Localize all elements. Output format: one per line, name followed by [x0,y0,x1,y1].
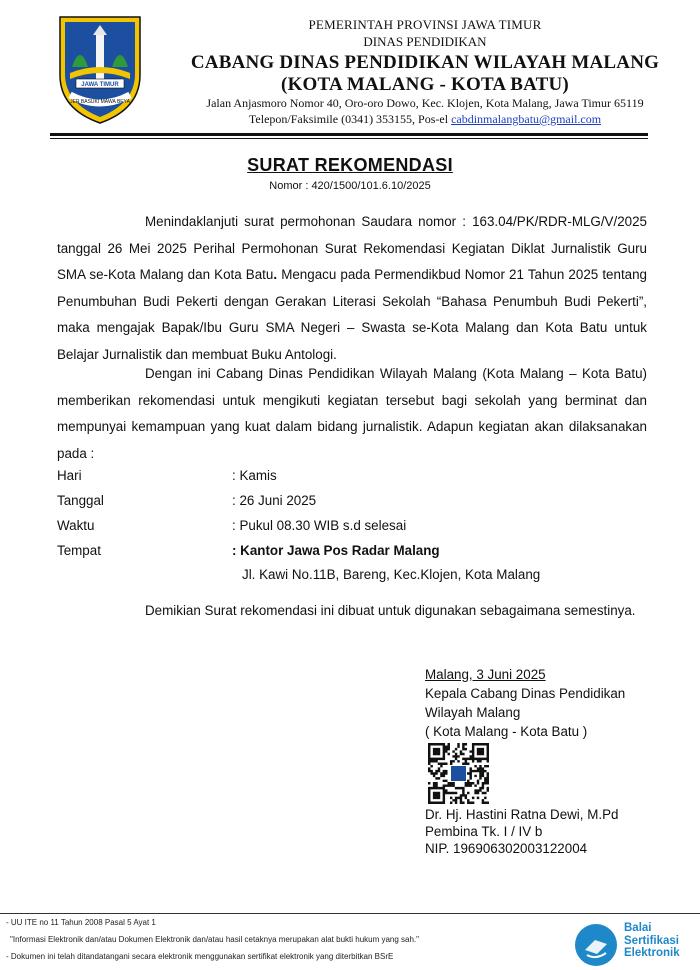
document-number: Nomor : 420/1500/101.6.10/2025 [269,180,431,192]
letterhead-province: PEMERINTAH PROVINSI JAWA TIMUR [308,17,542,32]
jawa-timur-emblem [52,13,148,125]
bsre-wordmark [624,922,680,960]
signature-title-cities: ( Kota Malang - Kota Batu ) [425,724,588,739]
detail-label: Tempat [57,543,101,558]
detail-label: Hari [57,468,82,483]
signature-title-region: Wilayah Malang [425,705,521,720]
letterhead-address: Jalan Anjasmoro Nomor 40, Oro-oro Dowo, Kec. Klojen, Kota Malang, Jawa Timur 65119 [206,96,644,110]
letterhead-department: DINAS PENDIDIKAN [363,34,487,49]
detail-label: Tanggal [57,493,104,508]
footer-divider [0,913,700,914]
footer-esign-note: - Dokumen ini telah ditandatangani secara elektronik menggunakan sertifikat elektronik yang diterbitkan BSrE [6,952,394,961]
bsre-word: Balai [624,922,652,934]
logo-banner: JAWA TIMUR [81,82,119,88]
paragraph-intro-part2: Mengacu pada Permendikbud Nomor 21 Tahun 2025 tentang Penumbuhan Budi Pekerti dengan Gerakan Literasi Sekolah “Bahasa Penumbuh Budi Pekerti”, maka mengajak Bapak/Ibu Guru SMA Negeri – Swasta se-Kota Malang dan Kota Batu untuk Belajar Jurnalistik dan membuat Buku Antologi. [57,267,648,362]
signature-title: Kepala Cabang Dinas Pendidikan [425,686,626,701]
paragraph-intro-part1: Menindaklanjuti surat permohonan Saudara nomor : 163.04/PK/RDR-MLG/V/2025 tanggal 26 Mei 2025 Perihal Permohonan Surat Rekomendasi Kegiatan Diklat Jurnalistik Guru SMA se-Kota Malang dan Kota Batu [57,214,647,282]
signature-place-date: Malang, 3 Juni 2025 [425,667,546,682]
detail-value: : Pukul 08.30 WIB s.d selesai [232,518,407,533]
letterhead-phone: Telepon/Faksimile (0341) 353155, Pos-el [248,112,452,126]
letterhead-contact [155,113,695,125]
qr-code-icon [428,743,489,804]
paragraph-intro [57,209,647,368]
paragraph-intro-period: . [273,267,278,282]
document-title: SURAT REKOMENDASI [247,155,453,175]
signatory-rank: Pembina Tk. I / IV b [425,824,543,839]
venue-address: Jl. Kawi No.11B, Bareng, Kec.Klojen, Kota Malang [242,567,541,582]
footer-law-quote: "Informasi Elektronik dan/atau Dokumen Elektronik dan/atau hasil cetaknya merupakan alat bukti hukum yang sah." [10,935,420,944]
letterhead-region: (KOTA MALANG - KOTA BATU) [281,74,569,95]
detail-label: Waktu [57,518,95,533]
letterhead-rule-thin [50,138,648,139]
bsre-logo-icon [573,922,619,968]
letterhead-email-link[interactable]: cabdinmalangbatu@gmail.com [451,112,602,126]
paragraph-closing: Demikian Surat rekomendasi ini dibuat untuk digunakan sebagaimana semestinya. [145,603,636,618]
qr-center-emblem [451,766,466,781]
detail-value: : Kamis [232,468,277,483]
footer-law-reference: - UU ITE no 11 Tahun 2008 Pasal 5 Ayat 1 [6,918,156,927]
detail-value: : Kantor Jawa Pos Radar Malang [232,543,440,558]
letterhead-office: CABANG DINAS PENDIDIKAN WILAYAH MALANG [190,52,660,73]
logo-motto: JER BASUKI MAWA BEYA [70,99,130,105]
bsre-word: Sertifikasi [624,934,679,947]
paragraph-recommendation: Dengan ini Cabang Dinas Pendidikan Wilayah Malang (Kota Malang – Kota Batu) memberikan rekomendasi untuk mengikuti kegiatan tersebut bagi sekolah yang berminat dan mempunyai kemampuan yang kuat dalam bidang jurnalistik. Adapun kegiatan akan dilaksanakan pada : [57,366,647,461]
bsre-word: Elektronik [624,947,680,959]
signatory-nip: NIP. 196906302003122004 [425,841,588,856]
detail-value: : 26 Juni 2025 [232,493,317,508]
signatory-name: Dr. Hj. Hastini Ratna Dewi, M.Pd [425,807,619,822]
letterhead-rule [50,133,648,136]
